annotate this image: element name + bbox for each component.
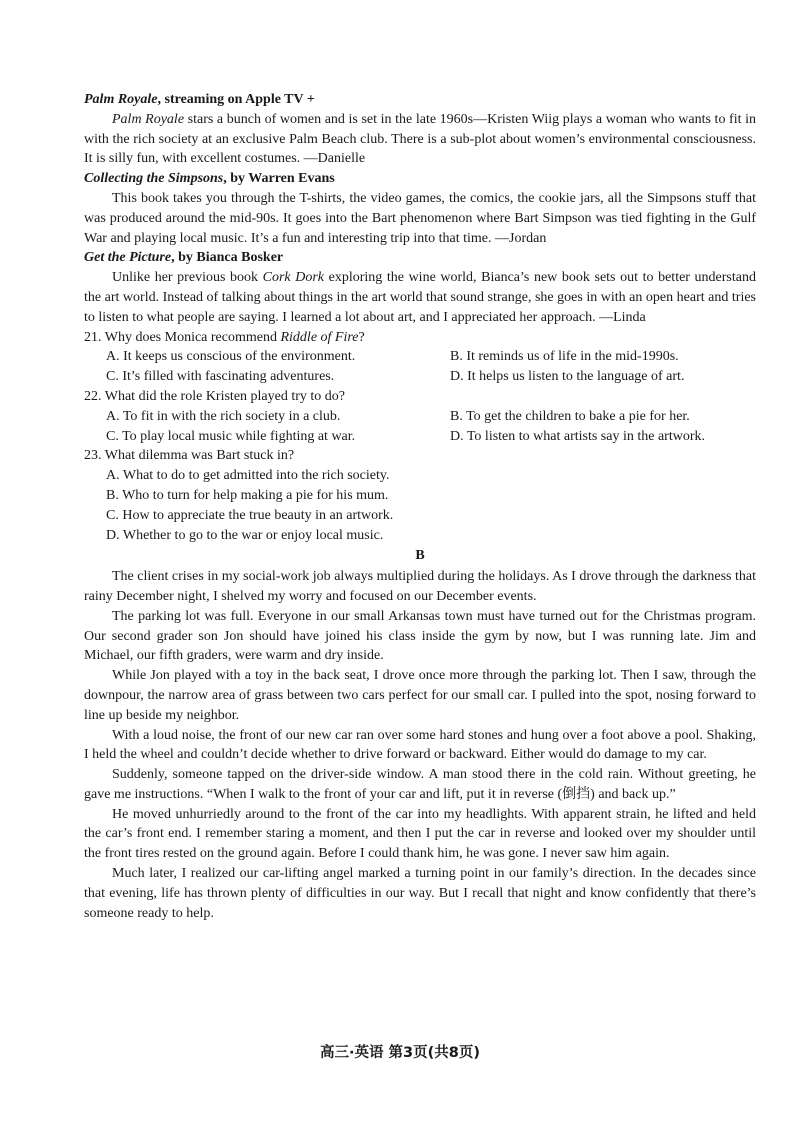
option-c: C. To play local music while fighting at war.	[106, 428, 356, 444]
passage-paragraph: With a loud noise, the front of our new car ran over some hard stones and hung over a foot above a pool. Shaking, I held the wheel and couldn’t decide whether to drive forward or backward. Either would do damage to my car.	[84, 727, 756, 763]
review-heading-collecting-simpsons	[84, 169, 756, 189]
question-stem: 21. Why does Monica recommend	[84, 329, 281, 345]
question-21	[84, 328, 756, 348]
review-byline: , by Bianca Bosker	[171, 250, 284, 266]
option-a: A. What to do to get admitted into the rich society.	[106, 468, 390, 484]
option-a: A. To fit in with the rich society in a club.	[106, 408, 341, 424]
review-byline: , by Warren Evans	[223, 171, 335, 187]
passage-paragraph: While Jon played with a toy in the back seat, I drove once more through the parking lot. Then I saw, through the downpour, the narrow area of grass between two cars perfect for our small car. I pulled into the spot, nosing forward to line up beside my neighbor.	[84, 668, 756, 723]
question-23: 23. What dilemma was Bart stuck in?	[84, 448, 295, 464]
review-body-prefix: Unlike her previous book	[112, 270, 263, 286]
review-body-text: exploring the wine world, Bianca’s new book sets out to better understand the art world. Instead of talking about things in the art world that sound strange, she goes in with an open heart and tries to listen to what people are saying. I learned a lot about art, and I appreciated her approach. —Linda	[84, 270, 756, 325]
option-d: D. Whether to go to the war or enjoy local music.	[106, 527, 384, 543]
review-title: Collecting the Simpsons	[84, 171, 224, 187]
option-b: B. To get the children to bake a pie for her.	[450, 408, 690, 424]
question-stem-end: ?	[358, 329, 365, 345]
passage-paragraph: Suddenly, someone tapped on the driver-side window. A man stood there in the cold rain. Without greeting, he gave me instructions. “When I walk to the front of your car and lift, put it in reverse (倒挡) and back up.”	[84, 767, 756, 802]
option-a: A. It keeps us conscious of the environment.	[106, 349, 356, 365]
option-c: C. It’s filled with fascinating adventures.	[106, 369, 335, 385]
review-title: Get the Picture	[84, 250, 172, 266]
review-body-text: stars a bunch of women and is set in the late 1960s—Kristen Wiig plays a woman who wants to fit in with the rich society at an exclusive Palm Beach club. There is a sub-plot about women’s environmental consciousness. It is silly fun, with excellent costumes. —Danielle	[84, 111, 757, 167]
section-b-heading: B	[415, 548, 425, 564]
passage-paragraph: Much later, I realized our car-lifting angel marked a turning point in our family’s direction. In the decades since that evening, life has thrown plenty of difficulties in our way. But I recall that night and know confidently that there’s someone ready to help.	[84, 866, 756, 921]
option-d: D. It helps us listen to the language of art.	[450, 369, 685, 385]
question-23-options	[84, 466, 756, 545]
passage-paragraph: The parking lot was full. Everyone in our small Arkansas town must have turned out for the Christmas program. Our second grader son Jon should have joined his class inside the gym by now, but I was running late. Jim and Michael, our fifth graders, were warm and dry inside.	[84, 608, 756, 664]
review-body-italic: Cork Dork	[262, 270, 324, 286]
passage-paragraph: He moved unhurriedly around to the front of the car into my headlights. With apparent strain, he lifted and held the car’s front end. I remember staring a moment, and then I put the car in reverse and looked over my shoulder until the front tires rested on the ground again. Before I could thank him, he was gone. I never saw him again.	[84, 806, 756, 862]
review-heading-palm-royale	[84, 90, 756, 110]
review-title: Palm Royale	[84, 92, 158, 107]
question-22: 22. What did the role Kristen played try to do?	[84, 388, 346, 404]
option-b: B. Who to turn for help making a pie for his mum.	[106, 487, 389, 503]
review-heading-get-the-picture	[84, 248, 756, 268]
option-b: B. It reminds us of life in the mid-1990s.	[450, 349, 679, 365]
passage-paragraph: The client crises in my social-work job always multiplied during the holidays. As I drove through the darkness that rainy December night, I shelved my worry and focused on our December events.	[84, 569, 756, 604]
option-c: C. How to appreciate the true beauty in an artwork.	[106, 507, 394, 523]
review-body-get-the-picture	[84, 268, 756, 327]
review-byline: , streaming on Apple TV +	[157, 92, 315, 107]
option-d: D. To listen to what artists say in the artwork.	[450, 428, 706, 444]
page-footer: 高三·英语 第3页(共8页)	[320, 1045, 480, 1061]
review-body-italic: Palm Royale	[112, 111, 185, 127]
review-body-palm-royale	[84, 110, 756, 169]
question-stem-italic: Riddle of Fire	[280, 329, 359, 345]
question-22-options	[84, 407, 756, 447]
question-21-options	[84, 347, 756, 387]
review-body-collecting-simpsons: This book takes you through the T-shirts, the video games, the comics, the cookie jars, all the Simpsons stuff that was produced around the mid-90s. It goes into the Bart phenomenon where Bart Simpson was tied fighting in the Gulf War and playing local music. It’s a fun and interesting trip into that time. —Jordan	[84, 190, 756, 246]
